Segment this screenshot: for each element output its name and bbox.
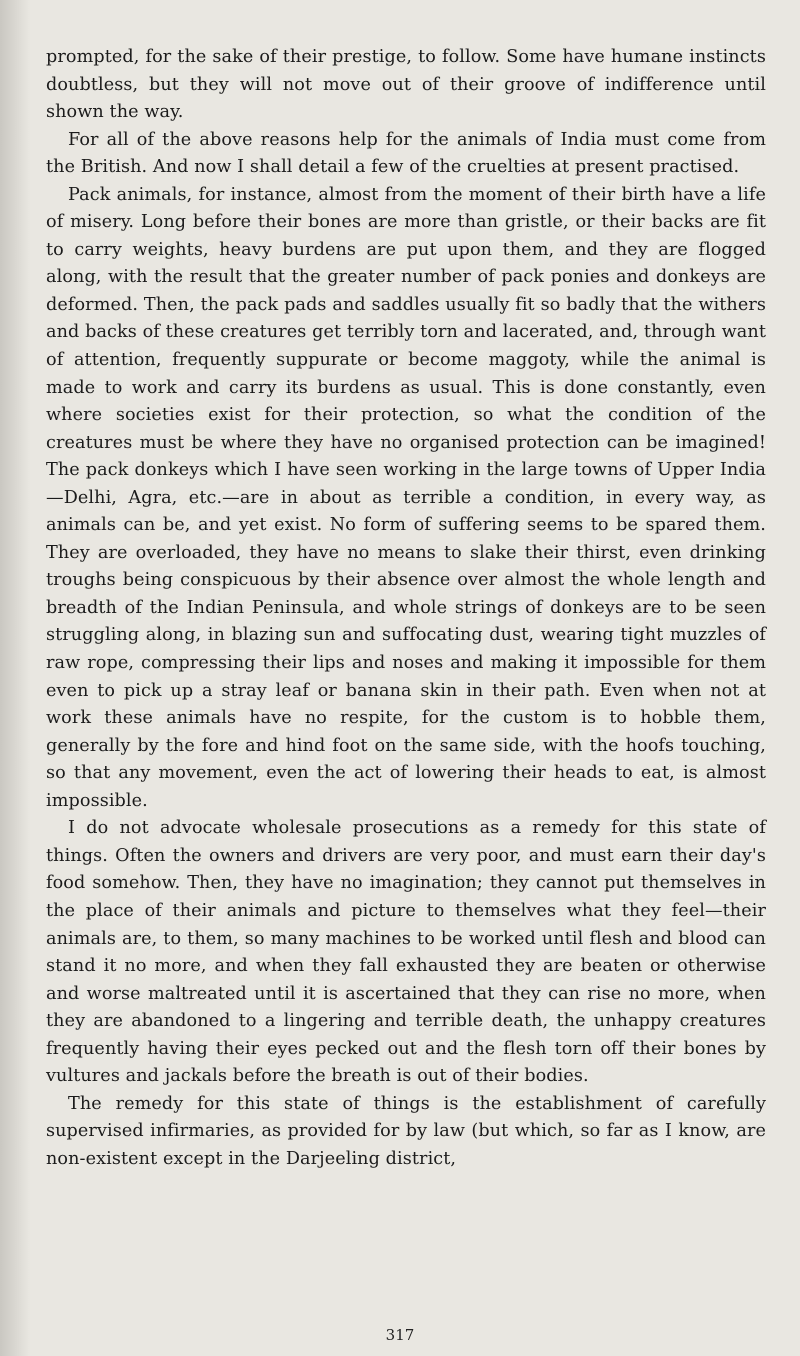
paragraph-4: I do not advocate wholesale prosecutions as a remedy for this state of things. Often the owners and drivers are very poor, and must earn their day's food somehow. Then, they have no imagination; they cannot put themselves in the place of their animals and picture to themselves what they feel—their animals are, to them, so many machines to be worked until flesh and blood can stand it no more, and when they fall exhausted they are beaten or otherwise and worse maltreated until it is ascertained that they can rise no more, when they are abandoned to a lingering and terrible death, the unhappy creatures frequently having their eyes pecked out and the flesh torn off their bones by vultures and jackals before the breath is out of their bodies. (46, 818, 766, 1087)
paragraph-1: prompted, for the sake of their prestige, to follow. Some have humane instincts doubtless, but they will not move out of their groove of indifference until shown the way. (46, 47, 766, 123)
paragraph-2: For all of the above reasons help for the animals of India must come from the British. And now I shall detail a few of the cruelties at present practised. (46, 129, 766, 178)
page-number: 317 (385, 1326, 415, 1344)
paragraph-3: Pack animals, for instance, almost from the moment of their birth have a life of misery. Long before their bones are more than gristle, or their backs are fit to carry weights, heavy burdens are put upon them, and they are flogged along, with the result that the greater number of pack ponies and donkeys are deformed. Then, the pack pads and saddles usually fit so badly that the withers and backs of these creatures get terribly torn and lacerated, and, through want of attention, frequently suppurate or become maggoty, while the animal is made to work and carry its burdens as usual. This is done constantly, even where societies exist for their protection, so what the condition of the creatures must be where they have no organised protection can be imagined! The pack donkeys which I have seen working in the large towns of Upper India—Delhi, Agra, etc.—are in about as terrible a condition, in every way, as animals can be, and yet exist. No form of suffering seems to be spared them. They are overloaded, they have no means to slake their thirst, even drinking troughs being conspicuous by their absence over almost the whole length and breadth of the Indian Peninsula, and whole strings of donkeys are to be seen struggling along, in blazing sun and suffocating dust, wearing tight muzzles of raw rope, compressing their lips and noses and making it impossible for them even to pick up a stray leaf or banana skin in their path. Even when not at work these animals have no respite, for the custom is to hobble them, generally by the fore and hind foot on the same side, with the hoofs touching, so that any movement, even the act of lowering their heads to eat, is almost impossible. (46, 184, 766, 811)
paragraph-5: The remedy for this state of things is the establishment of carefully supervised infirmaries, as provided for by law (but which, so far as I know, are non-existent except in the Darjeeling district, (46, 1093, 766, 1169)
page-body (46, 44, 766, 1173)
page-edge-shadow (0, 0, 30, 1356)
